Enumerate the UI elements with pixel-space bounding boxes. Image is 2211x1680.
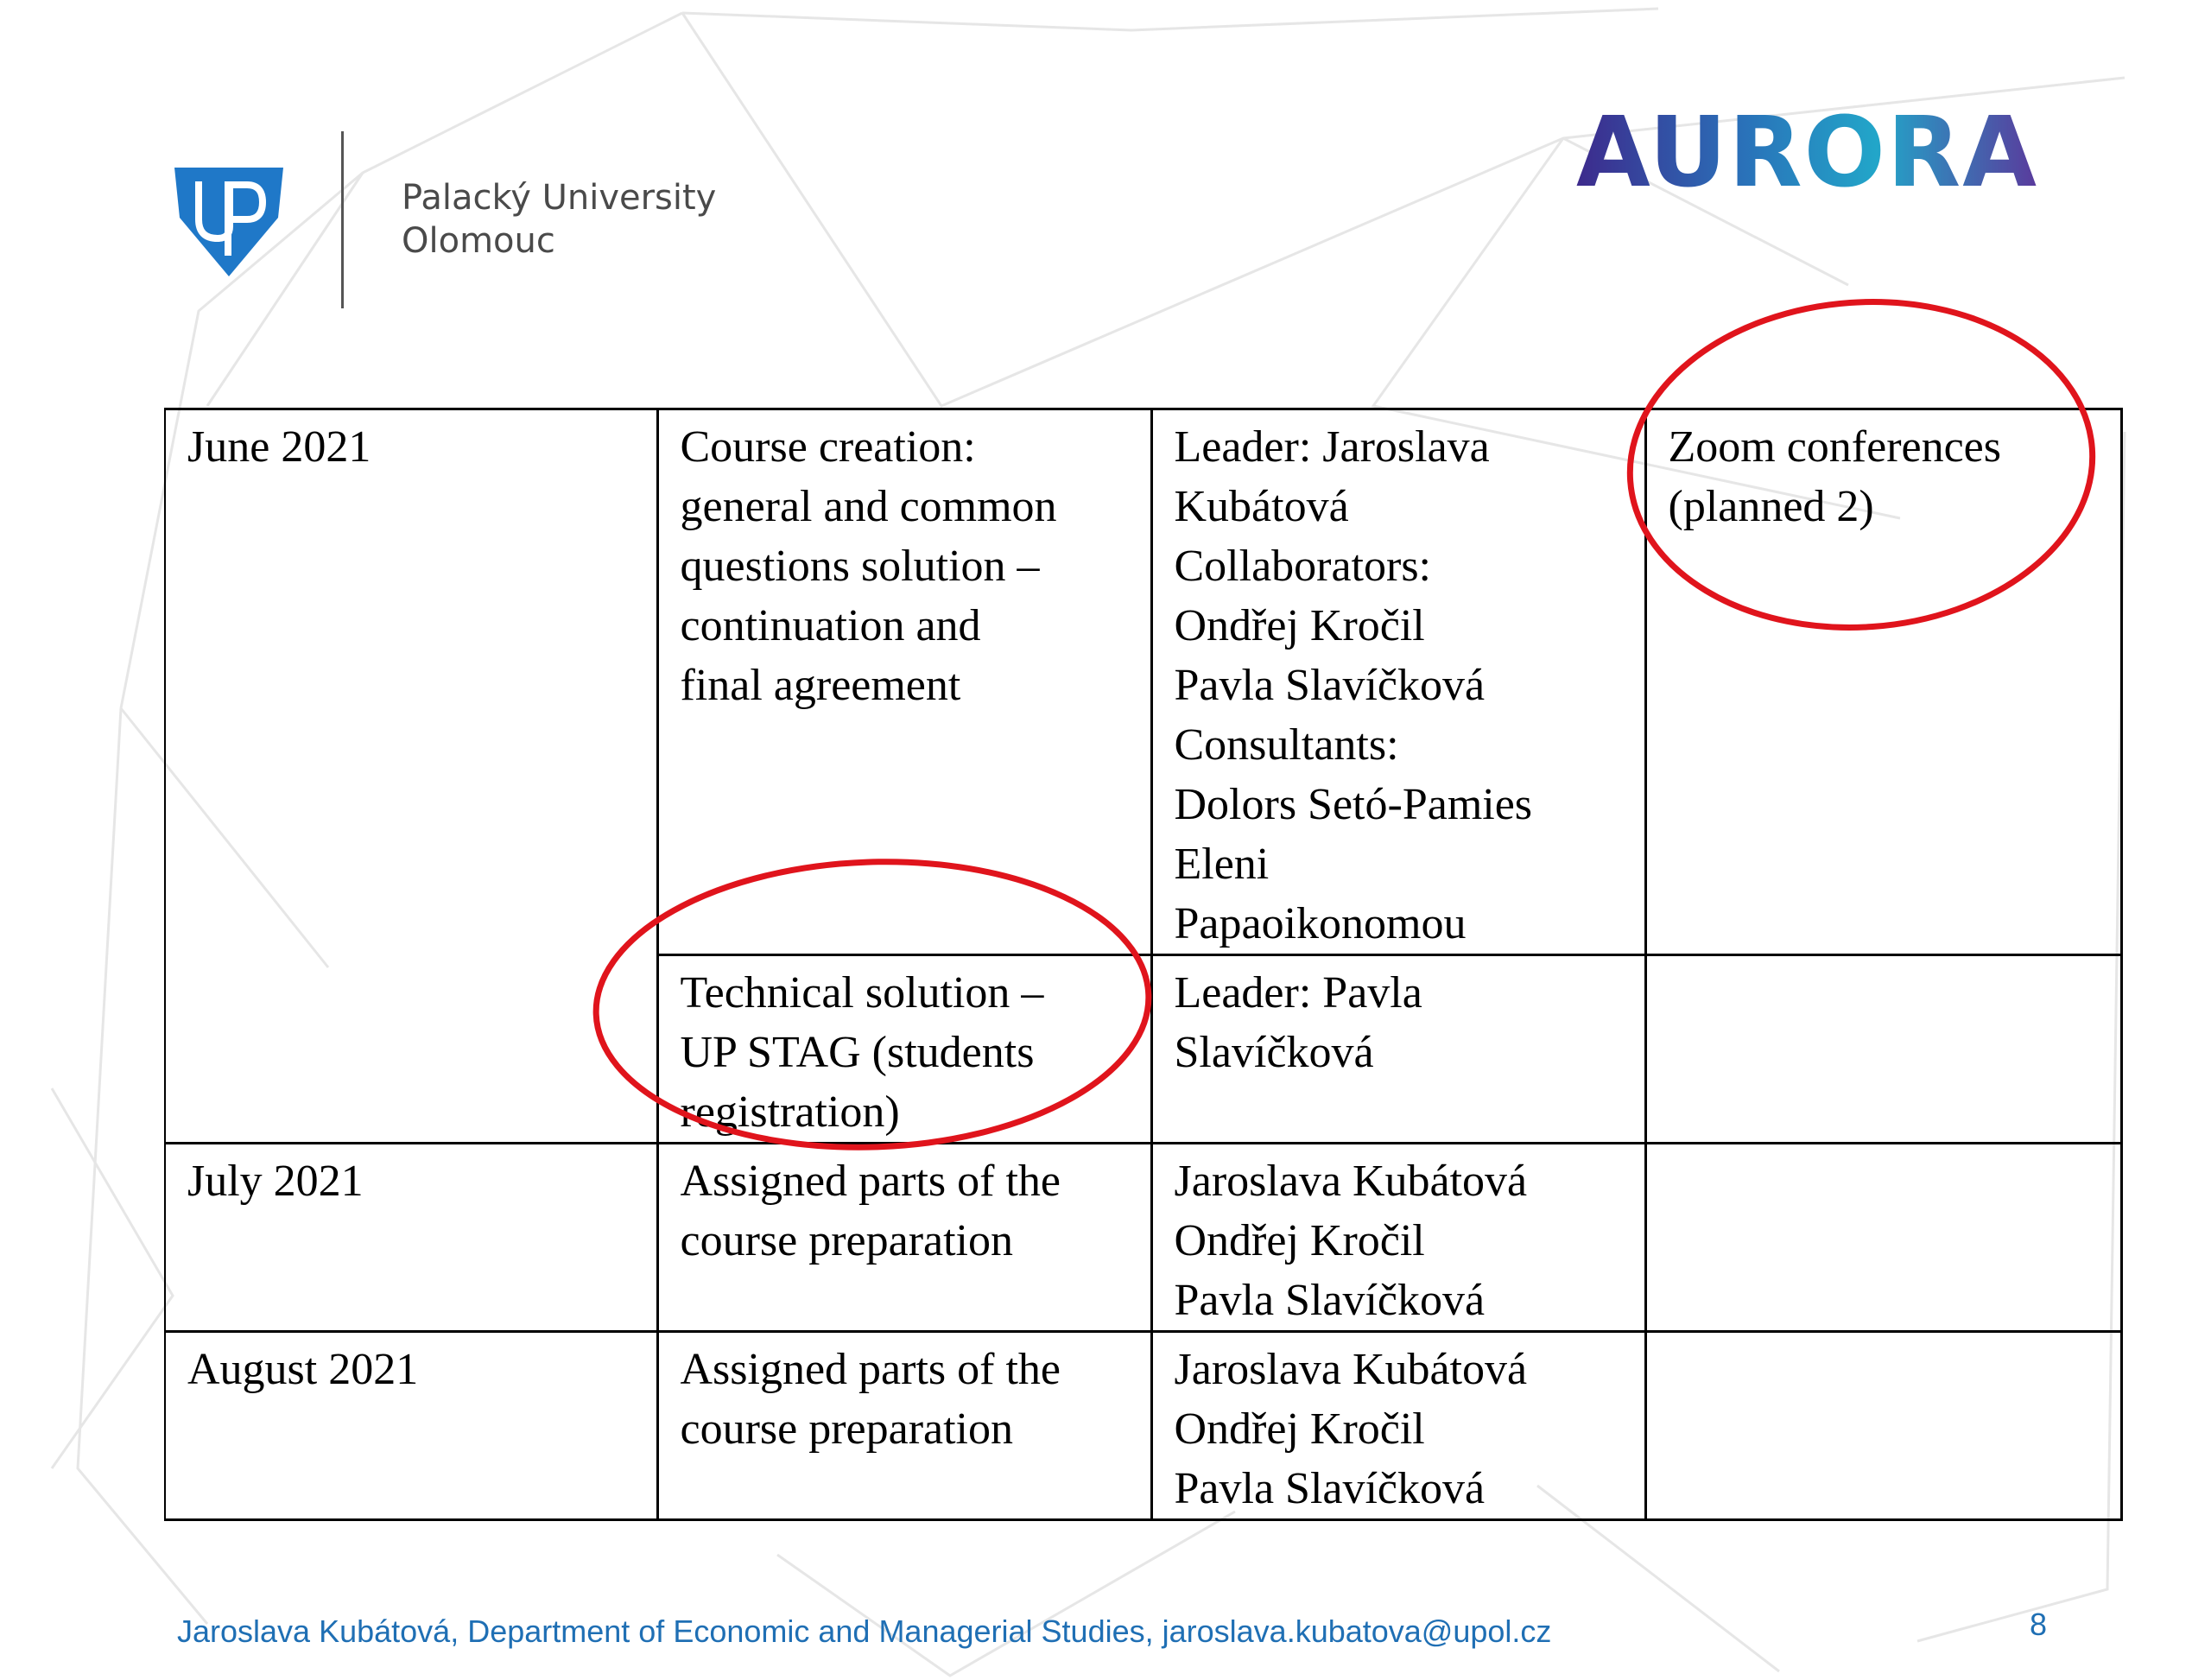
university-name-line2: Olomouc — [402, 221, 555, 261]
people-line: Pavla Slavíčková — [1174, 661, 1486, 710]
notes-cell — [1645, 1332, 2121, 1520]
aurora-logo — [1576, 104, 2043, 199]
notes-cell — [1645, 409, 2121, 955]
activity-line: continuation and — [680, 601, 981, 650]
people-line: Pavla Slavíčková — [1174, 1276, 1486, 1325]
footer-author: Jaroslava Kubátová, Department of Economic and Managerial Studies, jaroslava.kubatova@upol.cz — [177, 1613, 1552, 1649]
month-label: August 2021 — [187, 1345, 419, 1394]
month-label: July 2021 — [187, 1157, 364, 1206]
people-cell — [1151, 1332, 1645, 1520]
university-shield-icon — [173, 166, 285, 278]
activity-line: course preparation — [680, 1404, 1013, 1454]
people-cell — [1151, 1144, 1645, 1332]
activity-cell — [657, 409, 1151, 955]
logo-divider — [341, 131, 344, 308]
activity-cell — [657, 955, 1151, 1144]
people-line: Papaoikonomou — [1174, 899, 1467, 948]
university-name-line1: Palacký University — [402, 178, 717, 218]
activity-line: questions solution – — [680, 542, 1040, 591]
people-line: Slavíčková — [1174, 1028, 1374, 1077]
people-line: Leader: Jaroslava — [1174, 422, 1490, 472]
people-line: Dolors Setó-Pamies — [1174, 780, 1533, 829]
people-line: Jaroslava Kubátová — [1174, 1345, 1528, 1394]
month-label: June 2021 — [187, 422, 371, 472]
activity-line: registration) — [680, 1087, 900, 1137]
table-row — [165, 1144, 2121, 1332]
people-cell — [1151, 409, 1645, 955]
activity-line: UP STAG (students — [680, 1028, 1035, 1077]
month-cell — [165, 409, 657, 1144]
people-line: Consultants: — [1174, 720, 1399, 770]
activity-line: Assigned parts of the — [680, 1345, 1061, 1394]
table-row — [165, 1332, 2121, 1520]
activity-cell — [657, 1144, 1151, 1332]
people-cell — [1151, 955, 1645, 1144]
activity-line: general and common — [680, 482, 1057, 531]
university-logo — [173, 131, 743, 313]
month-cell — [165, 1144, 657, 1332]
activity-line: Technical solution – — [680, 968, 1044, 1018]
people-line: Collaborators: — [1174, 542, 1432, 591]
page-number: 8 — [2030, 1607, 2048, 1642]
people-line: Ondřej Kročil — [1174, 601, 1425, 650]
people-line: Leader: Pavla — [1174, 968, 1422, 1018]
people-line: Pavla Slavíčková — [1174, 1464, 1486, 1513]
people-line: Ondřej Kročil — [1174, 1404, 1425, 1454]
notes-cell — [1645, 1144, 2121, 1332]
people-line: Jaroslava Kubátová — [1174, 1157, 1528, 1206]
aurora-logo-text: AURORA — [1576, 104, 2038, 199]
table-row — [165, 409, 2121, 955]
notes-line: Zoom conferences — [1668, 422, 2001, 472]
activity-line: Assigned parts of the — [680, 1157, 1061, 1206]
schedule-table — [164, 408, 2123, 1521]
university-name — [402, 176, 716, 263]
notes-line: (planned 2) — [1668, 482, 1874, 531]
activity-line: course preparation — [680, 1216, 1013, 1265]
activity-line: Course creation: — [680, 422, 976, 472]
activity-line: final agreement — [680, 661, 961, 710]
people-line: Eleni — [1174, 840, 1270, 889]
notes-cell — [1645, 955, 2121, 1144]
month-cell — [165, 1332, 657, 1520]
people-line: Ondřej Kročil — [1174, 1216, 1425, 1265]
people-line: Kubátová — [1174, 482, 1349, 531]
activity-cell — [657, 1332, 1151, 1520]
